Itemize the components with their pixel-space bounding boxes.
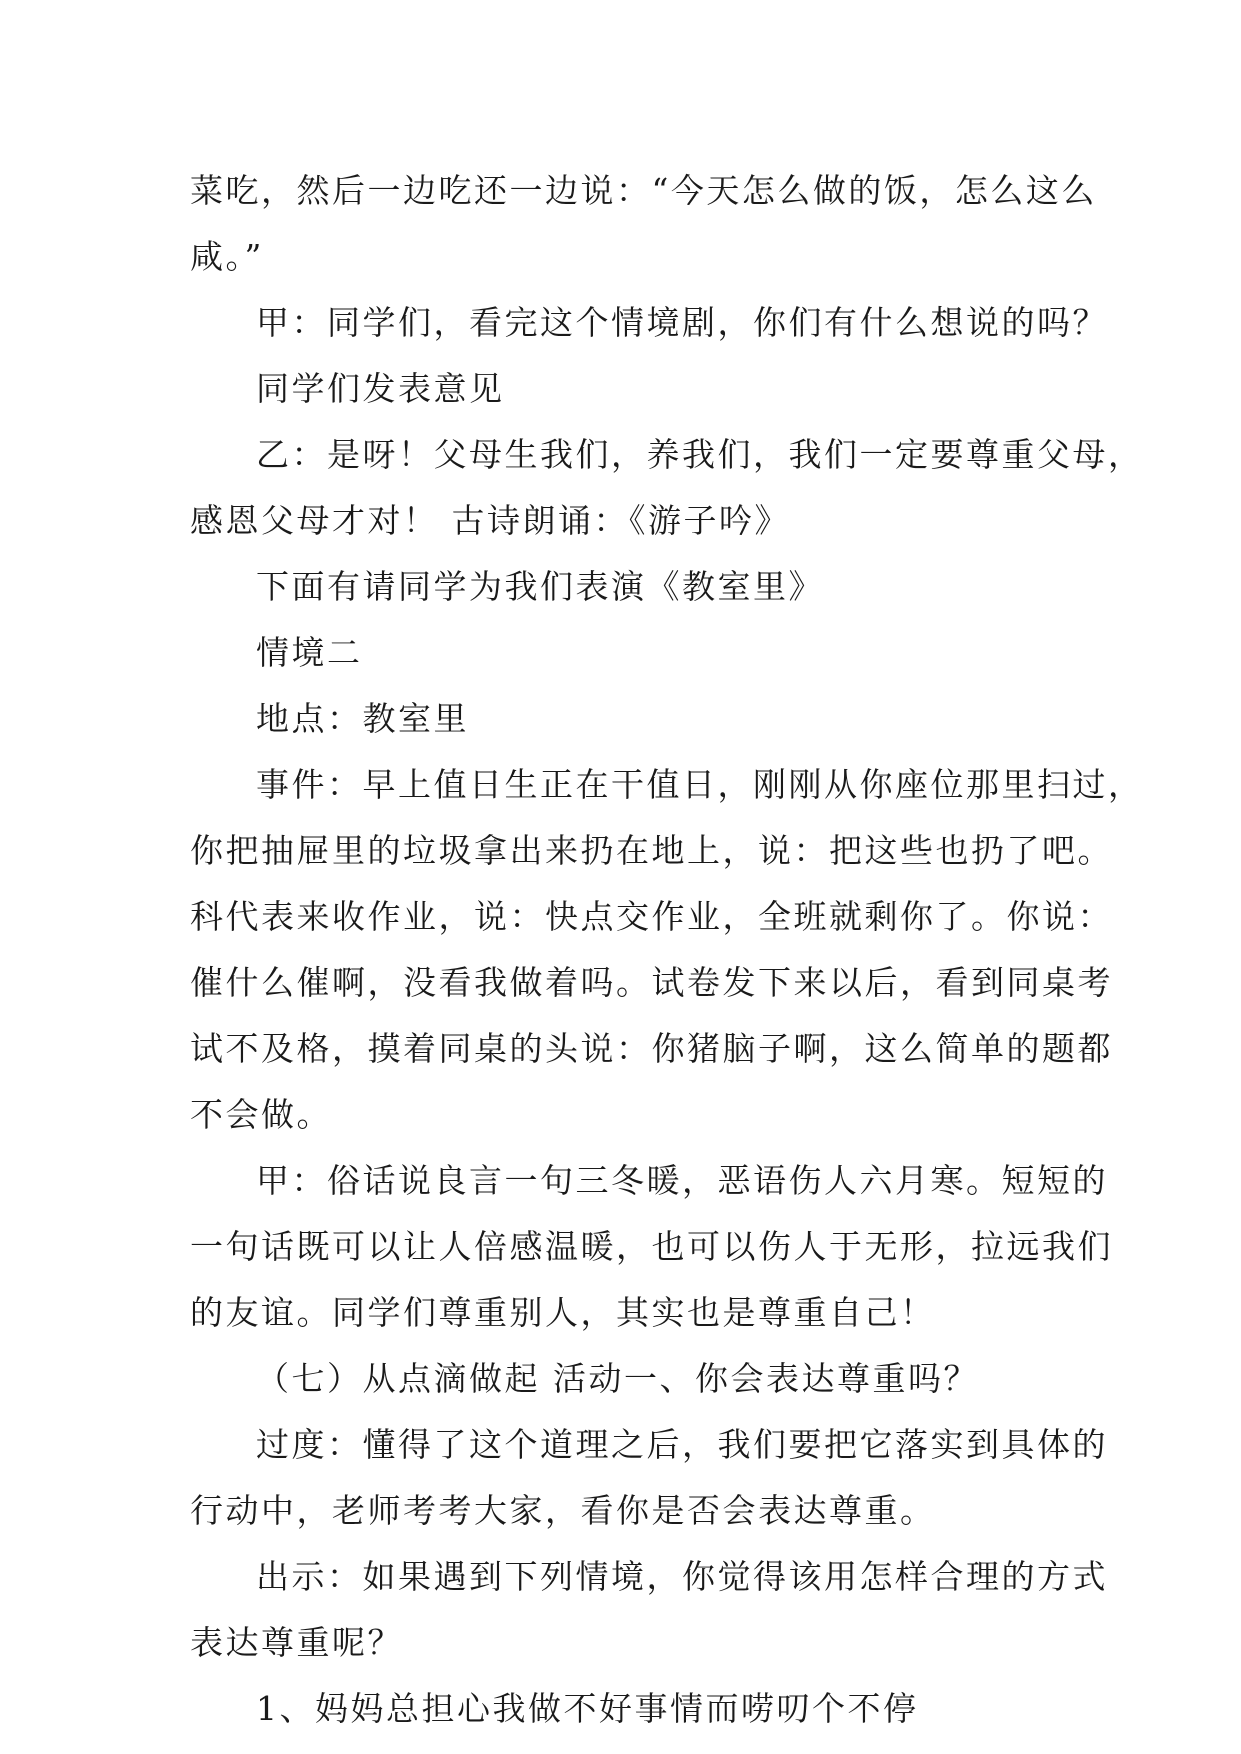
list-item: 1、妈妈总担心我做不好事情而唠叨个不停 <box>256 1689 919 1728</box>
paragraph-line: 咸。” <box>190 237 264 276</box>
paragraph-line: 甲：同学们，看完这个情境剧，你们有什么想说的吗？ <box>256 303 1108 342</box>
paragraph-line: 出示：如果遇到下列情境，你觉得该用怎样合理的方式 <box>256 1557 1108 1596</box>
paragraph-line: 过度：懂得了这个道理之后，我们要把它落实到具体的 <box>256 1425 1108 1464</box>
paragraph-line: 表达尊重呢？ <box>190 1623 403 1662</box>
paragraph-line: 催什么催啊，没看我做着吗。试卷发下来以后，看到同桌考 <box>190 963 1113 1002</box>
paragraph-line: 乙：是呀！父母生我们，养我们，我们一定要尊重父母， <box>256 435 1144 474</box>
paragraph-line: 的友谊。同学们尊重别人，其实也是尊重自己！ <box>190 1293 936 1332</box>
paragraph-line: 行动中，老师考考大家，看你是否会表达尊重。 <box>190 1491 936 1530</box>
paragraph-line: 菜吃，然后一边吃还一边说：“今天怎么做的饭，怎么这么 <box>190 171 1097 210</box>
paragraph-line: 下面有请同学为我们表演《教室里》 <box>256 567 824 606</box>
paragraph-line: 你把抽屉里的垃圾拿出来扔在地上，说：把这些也扔了吧。 <box>190 831 1113 870</box>
document-body <box>190 158 1144 1742</box>
paragraph-line: 感恩父母才对！ 古诗朗诵：《游子吟》 <box>190 501 790 540</box>
paragraph-line: 科代表来收作业，说：快点交作业，全班就剩你了。你说： <box>190 897 1113 936</box>
paragraph-line: 试不及格，摸着同桌的头说：你猪脑子啊，这么简单的题都 <box>190 1029 1113 1068</box>
paragraph-line: 同学们发表意见 <box>256 369 505 408</box>
paragraph-line: 地点：教室里 <box>256 699 469 738</box>
paragraph-line: 事件：早上值日生正在干值日，刚刚从你座位那里扫过， <box>256 765 1144 804</box>
paragraph-line: 甲：俗话说良言一句三冬暖，恶语伤人六月寒。短短的 <box>256 1161 1108 1200</box>
section-heading: （七）从点滴做起 活动一、你会表达尊重吗？ <box>256 1359 979 1398</box>
paragraph-line: 一句话既可以让人倍感温暖，也可以伤人于无形，拉远我们 <box>190 1227 1113 1266</box>
paragraph-line: 不会做。 <box>190 1095 332 1134</box>
section-heading: 情境二 <box>256 633 363 672</box>
